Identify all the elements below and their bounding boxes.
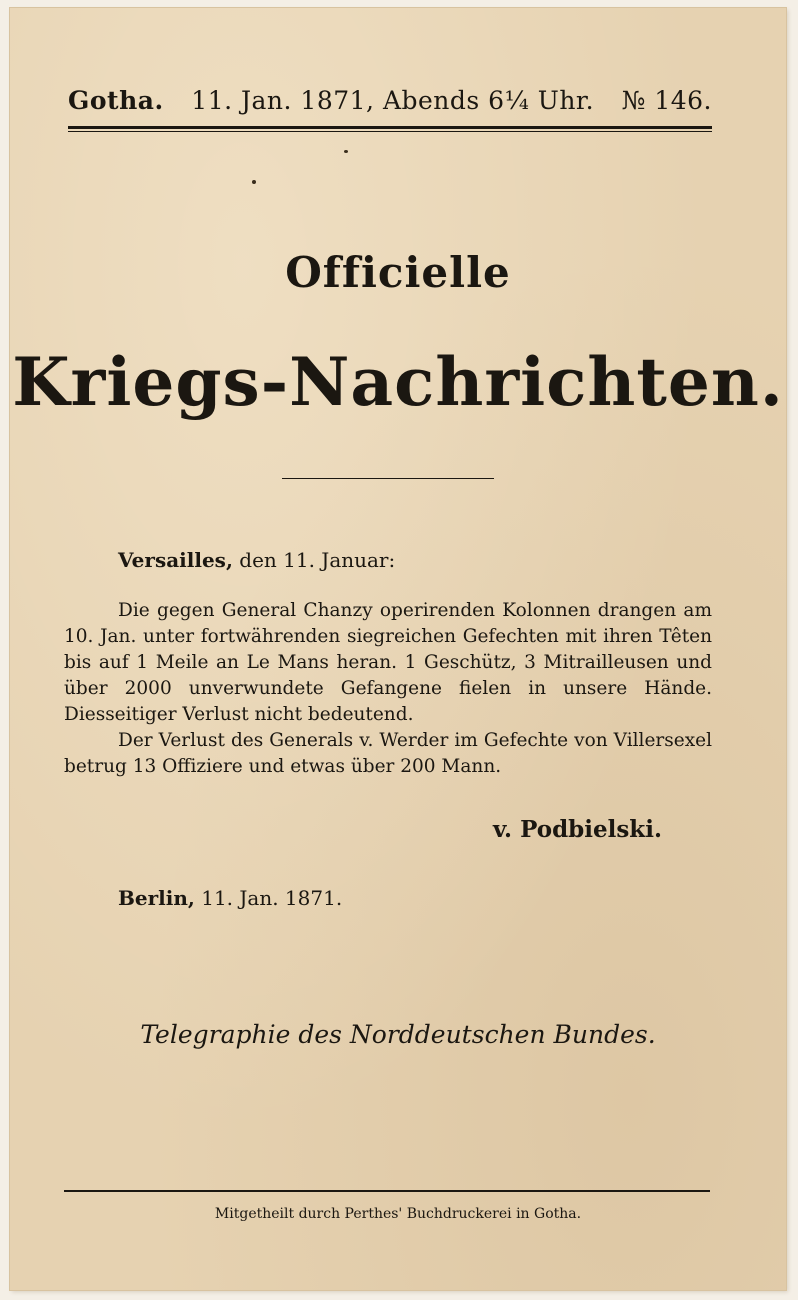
- dateline-place: Versailles,: [118, 548, 233, 572]
- dispatch-paragraph-1: Die gegen General Chanzy operirenden Kolonnen drangen am 10. Jan. unter fortwährenden siegreichen Gefechten mit ihren Têten bis auf 1 Meile an Le Mans heran. 1 Geschütz, 3 Mitrailleusen und über 2000 unverwundete Gefangene fielen in unsere Hände. Diesseitiger Verlust nicht bedeutend.: [64, 600, 712, 725]
- title-officielle: Officielle: [285, 248, 511, 297]
- ink-speck: [252, 180, 256, 184]
- telegraph-credit: Telegraphie des Norddeutschen Bundes.: [140, 1020, 656, 1049]
- masthead: [68, 86, 712, 115]
- footer-rule: [64, 1190, 710, 1192]
- masthead-place: Gotha.: [68, 86, 164, 115]
- dateline-date: den 11. Januar:: [239, 548, 396, 572]
- bulletin-sheet: [10, 8, 786, 1290]
- dispatch-body: [64, 598, 712, 780]
- dispatch-paragraph-2: Der Verlust des Generals v. Werder im Gefechte von Villersexel betrug 13 Offiziere und etwas über 200 Mann.: [64, 730, 712, 777]
- masthead-datetime: 11. Jan. 1871, Abends 6¼ Uhr.: [191, 86, 595, 115]
- masthead-rule: [68, 126, 712, 132]
- signature: v. Podbielski.: [493, 816, 662, 843]
- berlin-place: Berlin,: [118, 886, 195, 910]
- title-kriegs-nachrichten: Kriegs-Nachrichten.: [12, 343, 784, 421]
- issue-number: № 146.: [621, 86, 712, 115]
- berlin-dateline: [118, 886, 342, 910]
- ink-speck: [344, 150, 348, 153]
- printer-credit: Mitgetheilt durch Perthes' Buchdruckerei in Gotha.: [214, 1206, 582, 1222]
- title-divider: [282, 478, 494, 479]
- versailles-dateline: [118, 548, 395, 572]
- berlin-date: 11. Jan. 1871.: [201, 886, 343, 910]
